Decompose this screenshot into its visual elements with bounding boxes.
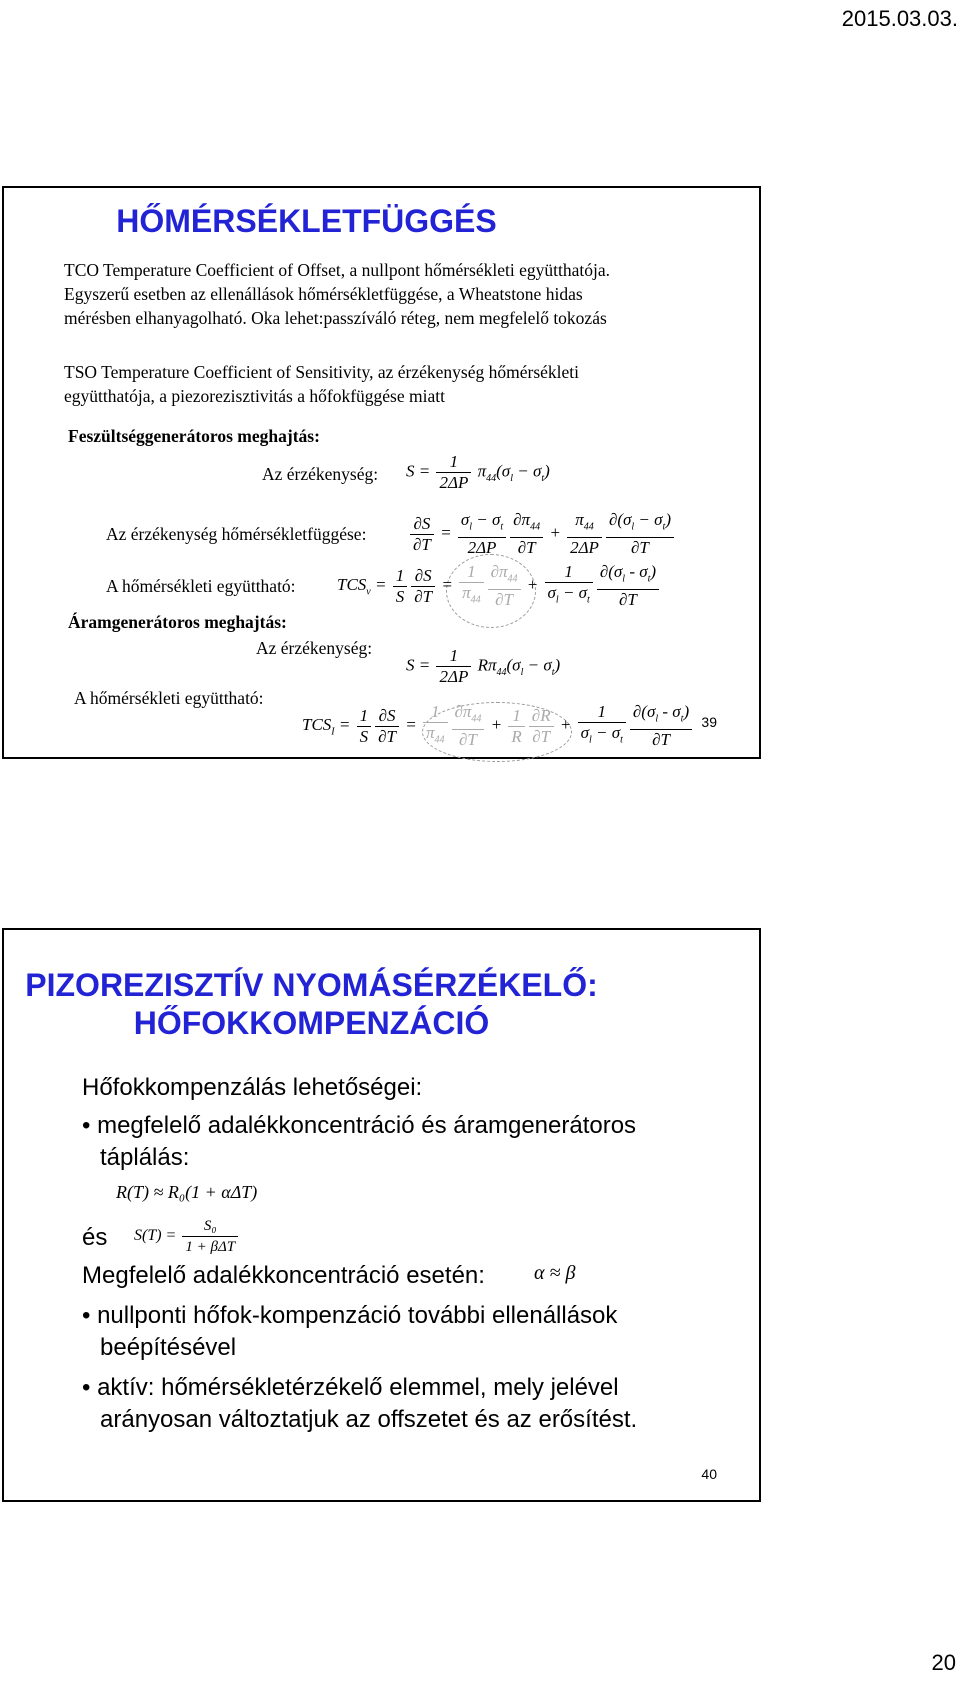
formula-den: 1 + βΔT — [185, 1239, 236, 1255]
slide-40 — [2, 928, 761, 1502]
bullet-2-cont: beépítésével — [100, 1334, 237, 1361]
current-drive-heading: Áramgenerátoros meghajtás: — [68, 612, 287, 632]
tco-paragraph — [64, 258, 610, 330]
temp-coeff-label-2: A hőmérsékleti együttható: — [74, 688, 264, 708]
title-line: PIZOREZISZTÍV NYOMÁSÉRZÉKELŐ: — [25, 967, 598, 1003]
temp-coeff-label: A hőmérsékleti együttható: — [106, 576, 296, 596]
temp-coeff-formula: $TCS_v$ = $\frac{1}{S}$ $\frac{\partial S}{\partial T}$ = $\frac{1}{\pi_{44}}$ $\frac{\partial\pi_{44}}{\partial T}$ + $\frac{1}{\sigma_l - \sigma_t}$ $\frac{\partial(\sigma_l - \sigma_t)}{\partial T}$ — [337, 562, 661, 610]
bullet-3-cont: arányosan változtatjuk az offszetet és az erősítést. — [100, 1406, 638, 1433]
sensitivity-label: Az érzékenység: — [262, 464, 379, 484]
voltage-drive-heading: Feszültséggenerátoros meghajtás: — [68, 426, 320, 446]
bullet-2: • nullponti hőfok-kompenzáció további ellenállások — [82, 1302, 618, 1329]
bullet-3: • aktív: hőmérsékletérzékelő elemmel, mely jelével — [82, 1374, 619, 1401]
tco-line: TCO Temperature Coefficient of Offset, a nullpont hőmérsékleti együtthatója. — [64, 260, 610, 280]
condition-text: Megfelelő adalékkoncentráció esetén: — [82, 1262, 485, 1289]
temp-coeff-formula-2: $TCS_I$ = $\frac{1}{S}$ $\frac{\partial S}{\partial T}$ = $\frac{1}{\pi_{44}}$ $\frac{\partial\pi_{44}}{\partial T}$ + $\frac{1}{R}$ $\frac{\partial R}{\partial T}$ + $\frac{1}{\sigma_l - \sigma_t}$ $\frac{\partial(\sigma_l - \sigma_t)}{\partial T}$ — [302, 702, 694, 750]
slide-number: 40 — [701, 1466, 717, 1482]
sensitivity-formula: S = $\frac{1}{2\Delta P}$ $\pi_{44}(\sigma_l - \sigma_t)$ — [406, 452, 550, 492]
sensitivity-formula-2: S = $\frac{1}{2\Delta P}$ $R\pi_{44}(\sigma_l - \sigma_t)$ — [406, 646, 561, 686]
bullet-1: • megfelelő adalékkoncentráció és áramgenerátoros — [82, 1112, 637, 1139]
title-line: HŐFOKKOMPENZÁCIÓ — [133, 1005, 490, 1041]
bullet-1-cont: táplálás: — [100, 1144, 190, 1171]
slide-39 — [2, 186, 761, 759]
formula-lhs: S(T) = — [134, 1227, 177, 1245]
tco-line: Egyszerű esetben az ellenállások hőmérsékletfüggése, a Wheatstone hidas — [64, 284, 583, 304]
sensitivity-label-2: Az érzékenység: — [256, 638, 373, 658]
tso-line: együtthatója, a piezorezisztivitás a hőfokfüggése miatt — [64, 386, 445, 406]
condition-formula: α ≈ β — [534, 1262, 576, 1284]
page-number: 20 — [931, 1650, 956, 1675]
tso-line: TSO Temperature Coefficient of Sensitivity, az érzékenység hőmérsékleti — [64, 362, 580, 382]
sensitivity-temp-label: Az érzékenység hőmérsékletfüggése: — [106, 524, 367, 544]
formula-sensitivity — [134, 1216, 240, 1257]
slide-title: HŐMÉRSÉKLETFÜGGÉS — [116, 203, 497, 239]
page-date: 2015.03.03. — [841, 6, 958, 31]
formula-resistance: R(T) ≈ R₀(1 + αΔT) — [116, 1182, 258, 1202]
tco-line: mérésben elhanyagolható. Oka lehet:passzíváló réteg, nem megfelelő tokozás — [64, 308, 607, 328]
slide-number: 39 — [701, 714, 717, 730]
intro-text: Hőfokkompenzálás lehetőségei: — [82, 1074, 423, 1101]
tso-paragraph — [64, 360, 579, 408]
slide-title — [4, 966, 619, 1042]
sensitivity-temp-formula: $\frac{\partial S}{\partial T}$ = $\frac{\sigma_l - \sigma_t}{2\Delta P}$ $\frac{\partial\pi_{44}}{\partial T}$ + $\frac{\pi_{44}}{2\Delta P}$ $\frac{\partial(\sigma_l - \sigma_t)}{\partial T}$ — [408, 510, 676, 558]
formula-num: S₀ — [182, 1216, 238, 1237]
es-text: és — [82, 1224, 108, 1251]
